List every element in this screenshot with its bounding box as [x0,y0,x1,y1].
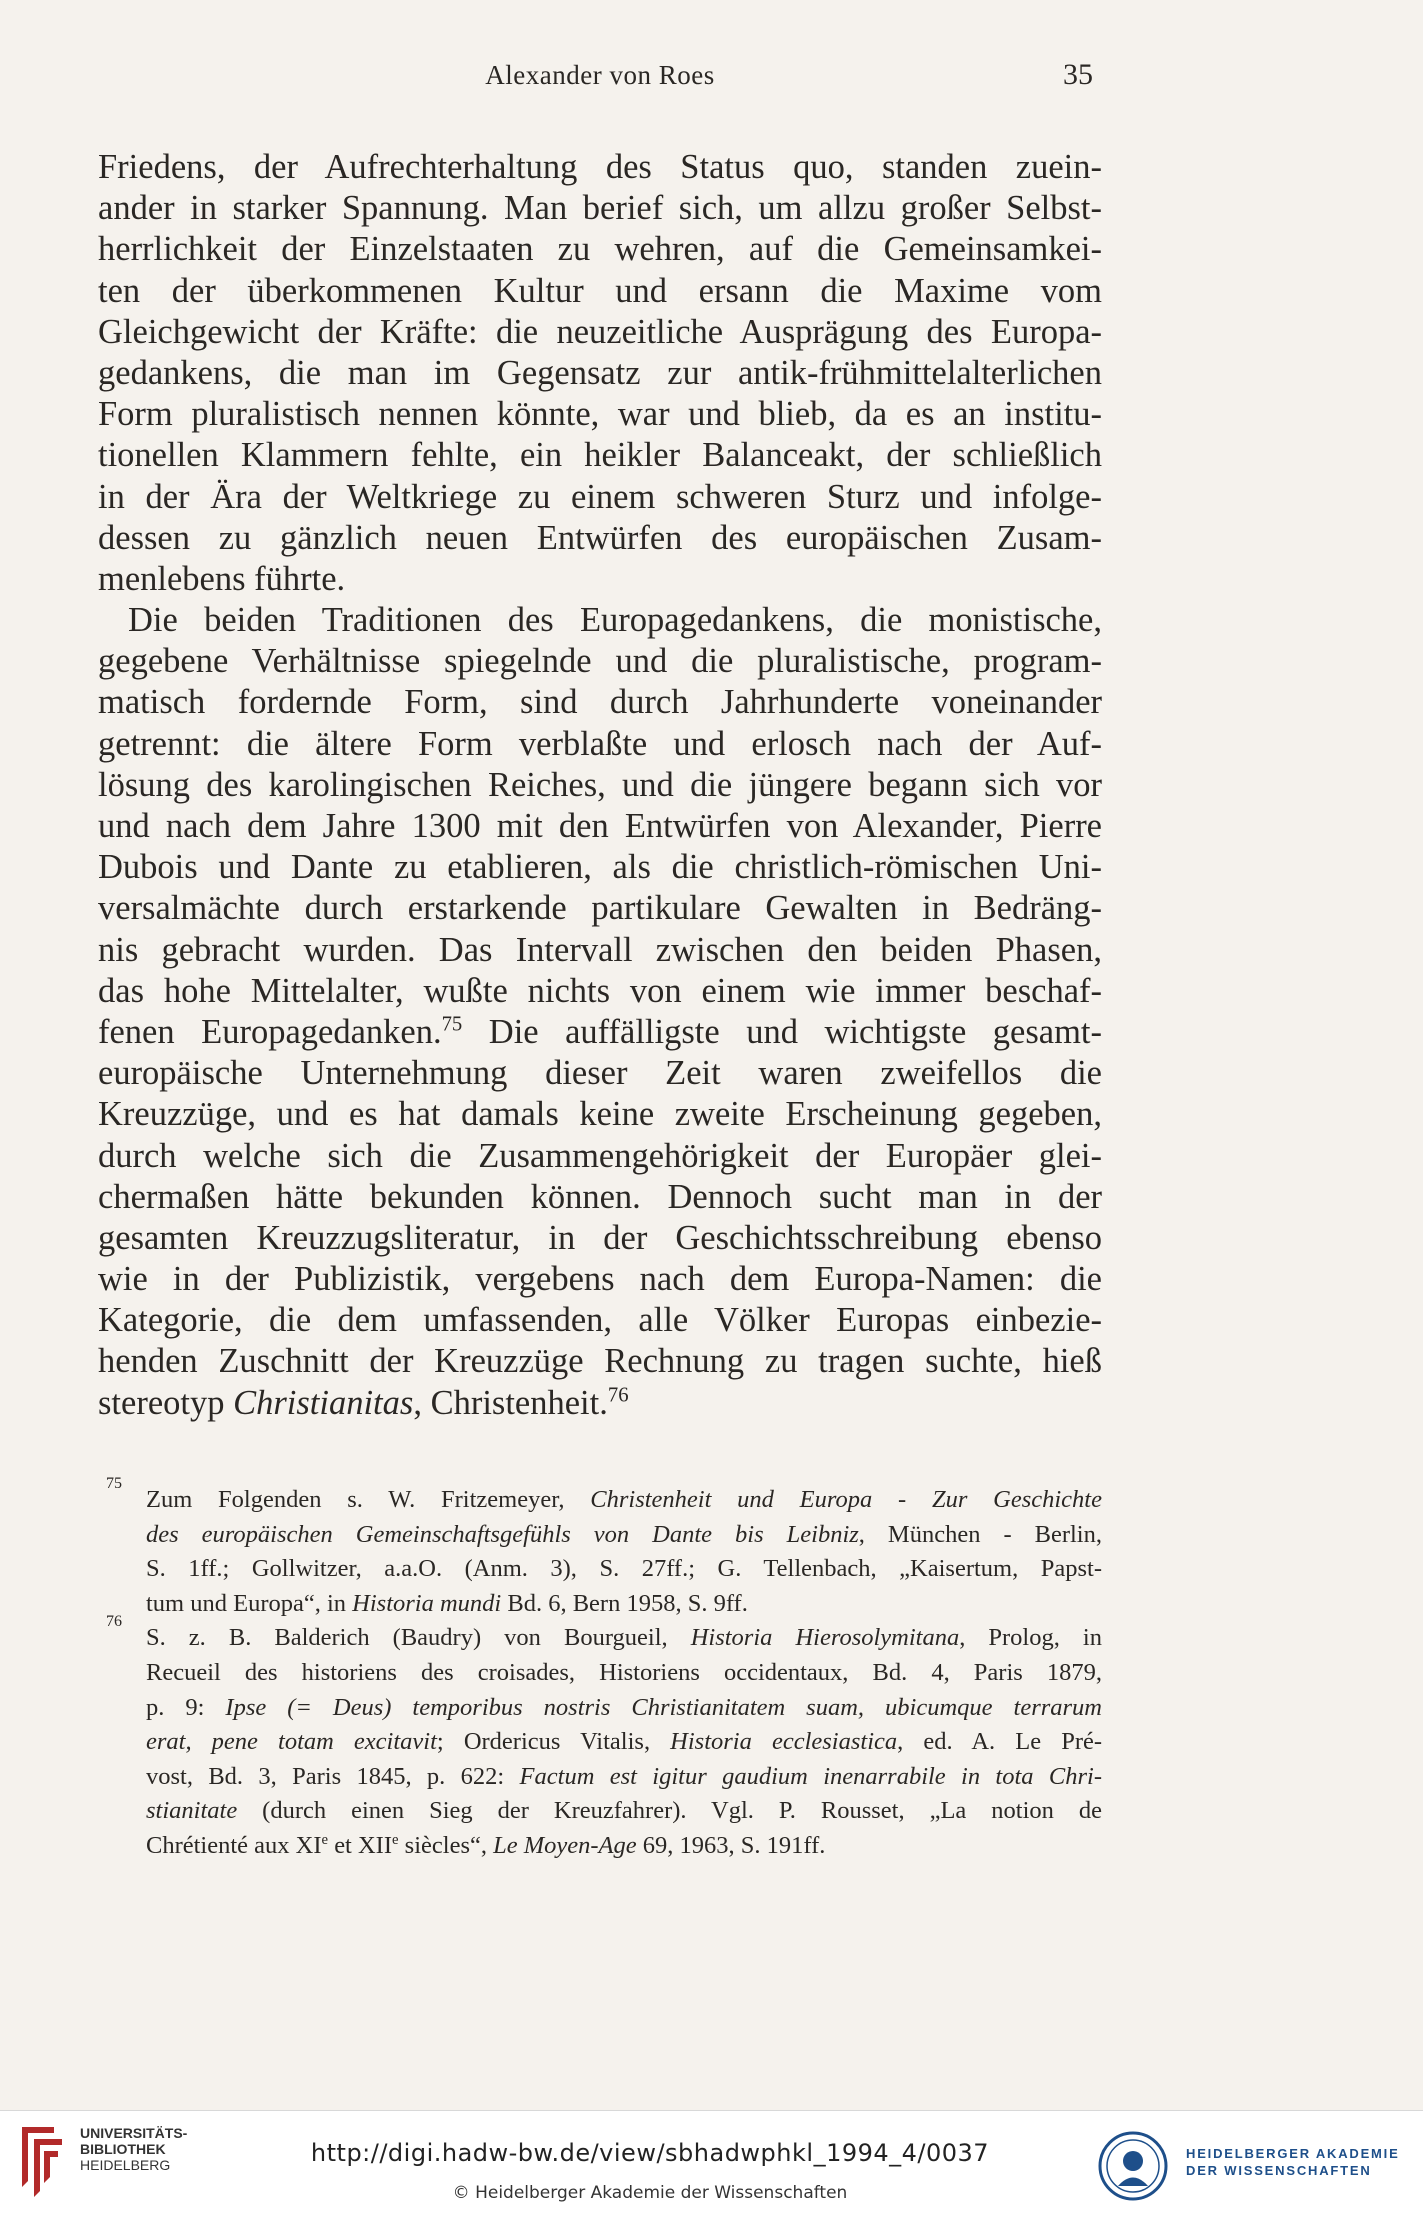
text-line: wie in der Publizistik, vergebens nach dem Europa-Namen: die [98,1260,1102,1299]
italic-title: Historia ecclesiastica [670,1728,898,1756]
italic-title: Christenheit und Europa - Zur Geschichte [590,1486,1102,1513]
library-name-line: BIBLIOTHEK [80,2141,166,2157]
permalink-url[interactable]: http://digi.hadw-bw.de/view/sbhadwphkl_1994_4/0037 [310,2139,990,2167]
text-line: das hohe Mittelalter, wußte nichts von einem wie immer beschaf- [98,971,1102,1010]
italic-quote: Factum est igitur gaudium inenarrabile in tota Chri- [519,1762,1102,1790]
italic-title: Historia Hierosolymitana [690,1624,960,1652]
footnote-ref-76[interactable]: 76 [607,1384,629,1407]
text-fragment: tum und Europa“, in [146,1589,353,1617]
text-line: Friedens, der Aufrechterhaltung des Status quo, standen zuein- [98,148,1102,186]
academy-name-line: DER WISSENSCHAFTEN [1186,2163,1372,2178]
footnote-ref-75[interactable]: 75 [441,1013,463,1036]
copyright-notice: © Heidelberger Akademie der Wissenschaften [452,2183,848,2203]
footnote-line [100,1518,1102,1553]
text-line [98,1383,1102,1424]
footnote-line: Recueil des historiens des croisades, Historiens occidentaux, Bd. 4, Paris 1879, [146,1658,1102,1686]
text-fragment: , ed. A. Le Pré- [897,1728,1102,1756]
footnote-line [100,1725,1102,1760]
text-fragment: 69, 1963, S. 191ff. [636,1831,826,1859]
footnote-75 [100,1475,1102,1621]
footnote-line [100,1760,1102,1795]
footnote-line [100,1829,1102,1864]
text-fragment: vost, Bd. 3, Paris 1845, p. 622: [146,1762,520,1790]
text-fragment: stereotyp [98,1383,234,1422]
text-line: europäische Unternehmung dieser Zeit waren zweifellos die [98,1054,1102,1093]
footnote-line [100,1483,1102,1518]
running-head-title: Alexander von Roes [485,60,715,90]
text-line: Kreuzzüge, und es hat damals keine zweite Erscheinung gegeben, [98,1095,1102,1134]
text-line: lösung des karolingischen Reiches, und die jüngere begann sich vor [98,765,1102,804]
text-line: Dubois und Dante zu etablieren, als die christlich-römischen Uni- [98,848,1102,887]
main-text [98,147,1102,1424]
footnote-line [100,1587,1102,1622]
italic-title: Le Moyen-Age [493,1831,637,1859]
text-fragment: p. 9: [146,1693,226,1721]
italic-quote: erat, pene totam excitavit [146,1728,437,1756]
text-line: getrennt: die ältere Form verblaßte und erlosch nach der Auf- [98,724,1102,763]
text-line: und nach dem Jahre 1300 mit den Entwürfen von Alexander, Pierre [98,807,1102,845]
superscript: e [321,1831,329,1848]
footnote-line [100,1691,1102,1726]
footnotes [100,1475,1102,1864]
text-line: in der Ära der Weltkriege zu einem schweren Sturz und infolge- [98,477,1102,516]
text-line: gesamten Kreuzzugsliteratur, in der Geschichtsschreibung ebenso [98,1218,1102,1257]
footnote-number: 76 [106,1613,122,1631]
italic-title: des europäischen Gemeinschaftsgefühls von Dante bis Leibniz [146,1520,859,1548]
library-name [80,2125,187,2173]
italic-quote: stianitate [146,1797,238,1825]
viewer-footer [0,2110,1423,2216]
text-line: ander in starker Spannung. Man berief sich, um allzu großer Selbst- [98,189,1102,228]
text-line: ten der überkommenen Kultur und ersann die Maxime vom [98,271,1102,310]
text-line: versalmächte durch erstarkende partikulare Gewalten in Bedräng- [98,889,1102,928]
library-name-line: UNIVERSITÄTS- [80,2125,188,2141]
italic-title: Historia mundi [352,1589,502,1617]
text-line: dessen zu gänzlich neuen Entwürfen des europäischen Zusam- [98,518,1102,557]
academy-name [1186,2145,1400,2179]
text-line: Die beiden Traditionen des Europagedankens, die monistische, [128,601,1102,640]
text-fragment: , München - Berlin, [858,1520,1102,1548]
text-line: gedankens, die man im Gegensatz zur antik-frühmittelalterlichen [98,353,1102,392]
text-fragment: Chrétienté aux XI [146,1831,322,1859]
text-line: chermaßen hätte bekunden können. Dennoch sucht man in der [98,1177,1102,1216]
text-fragment: Zum Folgenden s. W. Fritzemeyer, [146,1486,591,1513]
text-fragment: , Christenheit. [413,1383,608,1422]
text-line: nis gebracht wurden. Das Intervall zwischen den beiden Phasen, [98,930,1102,969]
text-line: henden Zuschnitt der Kreuzzüge Rechnung zu tragen suchte, hieß [98,1342,1102,1381]
italic-quote: Ipse (= Deus) temporibus nostris Christianitatem suam, ubicumque terrarum [225,1693,1102,1721]
university-library-logo-icon[interactable] [14,2121,70,2201]
footnote-76 [100,1613,1102,1863]
text-line: gegebene Verhältnisse spiegelnde und die pluralistische, program- [98,642,1102,681]
text-line: menlebens führte. [98,559,346,598]
footnote-number: 75 [106,1475,122,1492]
text-line: Form pluralistisch nennen könnte, war und blieb, da es an institu- [98,395,1102,434]
library-name-line: HEIDELBERG [80,2157,171,2173]
superscript: e [392,1831,399,1848]
text-line: herrlichkeit der Einzelstaaten zu wehren, auf die Gemeinsamkei- [98,230,1102,269]
text-fragment: Bd. 6, Bern 1958, S. 9ff. [501,1589,748,1617]
text-line: Kategorie, die dem umfassenden, alle Völker Europas einbezie- [98,1301,1102,1340]
text-fragment: , Prolog, in [959,1624,1102,1652]
academy-name-line: HEIDELBERGER AKADEMIE [1186,2146,1400,2161]
page-number: 35 [1063,58,1093,91]
text-fragment: siècles“, [398,1831,494,1859]
text-line: durch welche sich die Zusammengehörigkeit der Europäer glei- [98,1136,1102,1175]
footnote-line [100,1794,1102,1829]
text-fragment: (durch einen Sieg der Kreuzfahrer). Vgl. P. Rousset, „La notion de [237,1797,1102,1825]
academy-seal-icon[interactable] [1098,2131,1168,2201]
text-line: matisch fordernde Form, sind durch Jahrhunderte voneinander [98,683,1102,722]
text-line [98,1012,1102,1053]
text-fragment: ; Ordericus Vitalis, [436,1728,671,1756]
text-fragment: fenen Europagedanken. [98,1012,442,1051]
text-fragment: et XII [328,1831,393,1859]
footnote-line [100,1621,1102,1656]
text-fragment: Die auffälligste und wichtigste gesamt- [462,1012,1102,1051]
footnote-line: S. 1ff.; Gollwitzer, a.a.O. (Anm. 3), S. 27ff.; G. Tellenbach, „Kaisertum, Papst- [146,1555,1102,1583]
text-line: Gleichgewicht der Kräfte: die neuzeitliche Ausprägung des Europa- [98,312,1102,351]
text-fragment: S. z. B. Balderich (Baudry) von Bourgueil, [146,1624,691,1652]
italic-term: Christianitas [233,1383,414,1422]
text-line: tionellen Klammern fehlte, ein heikler Balanceakt, der schließlich [98,436,1102,475]
